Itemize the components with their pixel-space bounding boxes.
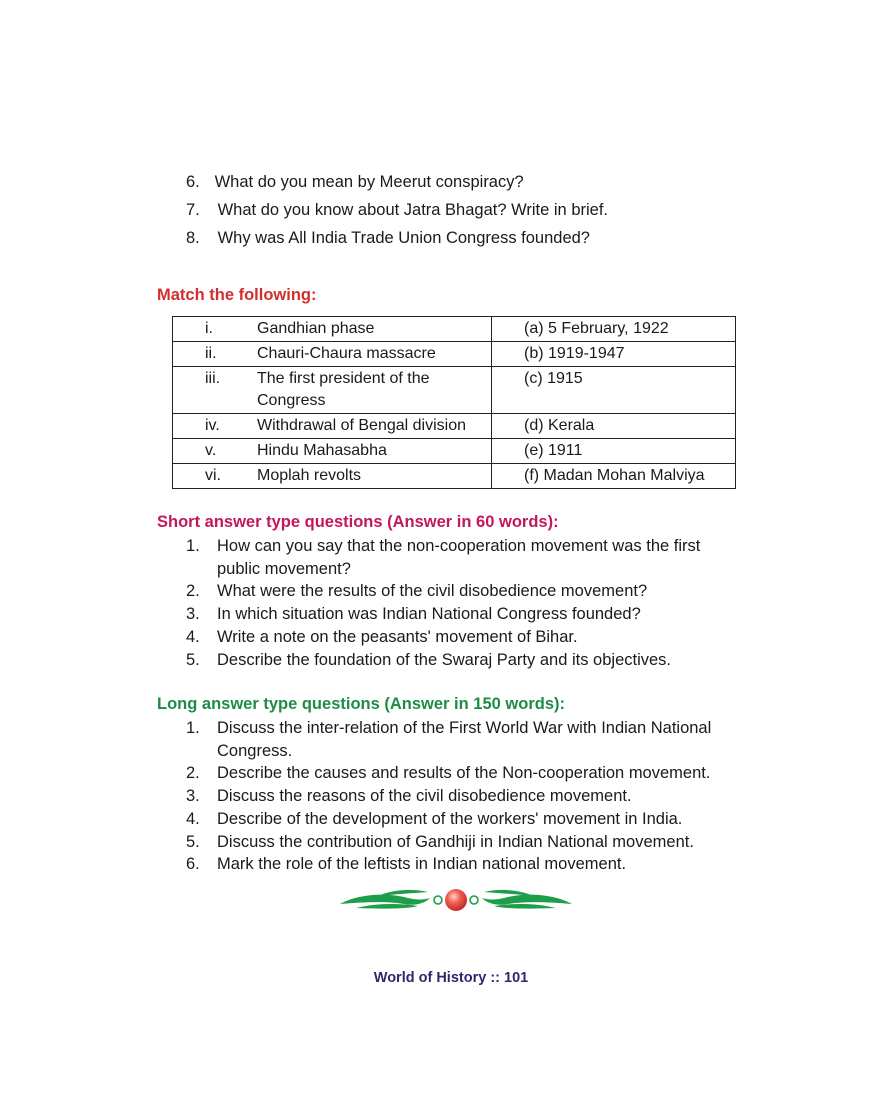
- item-text: Discuss the reasons of the civil disobedience movement.: [217, 787, 632, 806]
- roman-cell: vi.: [173, 464, 258, 489]
- item-number: 3.: [186, 605, 200, 624]
- item-number: 2.: [186, 582, 200, 601]
- top-question-list: [186, 171, 608, 255]
- right-cell: (e) 1911: [492, 439, 736, 464]
- item-number: 1.: [186, 719, 200, 737]
- question-number: 8.: [186, 229, 200, 247]
- item-text: Describe of the development of the workers' movement in India.: [217, 809, 683, 828]
- question-text: Why was All India Trade Union Congress founded?: [217, 229, 590, 247]
- item-text: Describe the foundation of the Swaraj Party and its objectives.: [217, 650, 671, 669]
- short-answer-heading: Short answer type questions (Answer in 60 words):: [157, 513, 559, 531]
- right-cell: (b) 1919-1947: [492, 342, 736, 367]
- left-cell: Moplah revolts: [257, 464, 492, 489]
- roman-cell: v.: [173, 439, 258, 464]
- left-cell: Chauri-Chaura massacre: [257, 342, 492, 367]
- table-row: [173, 317, 736, 342]
- question-text: What do you know about Jatra Bhagat? Write in brief.: [217, 201, 609, 219]
- item-number: 3.: [186, 787, 200, 806]
- list-item: [186, 649, 746, 672]
- table-row: [173, 342, 736, 367]
- left-cell: The first president of the Congress: [257, 367, 492, 414]
- right-cell: (d) Kerala: [492, 414, 736, 439]
- item-text: Discuss the inter-relation of the First World War with Indian National Congress.: [217, 719, 712, 760]
- item-text: In which situation was Indian National Congress founded?: [217, 605, 641, 624]
- question-item: [186, 171, 608, 199]
- page-footer: World of History :: 101: [373, 970, 529, 986]
- item-number: 4.: [186, 809, 200, 828]
- item-text: Discuss the contribution of Gandhiji in Indian National movement.: [217, 832, 694, 851]
- question-text: What do you mean by Meerut conspiracy?: [214, 173, 524, 191]
- list-item: [186, 762, 746, 785]
- match-table: [172, 316, 736, 489]
- list-item: [186, 580, 746, 603]
- short-answer-list: [186, 535, 746, 671]
- item-text: What were the results of the civil disobedience movement?: [217, 582, 648, 601]
- table-row: [173, 464, 736, 489]
- left-cell: Hindu Mahasabha: [257, 439, 492, 464]
- item-text: How can you say that the non-cooperation movement was the first public movement?: [217, 537, 701, 578]
- item-number: 2.: [186, 764, 200, 783]
- long-answer-list: [186, 717, 746, 876]
- list-item: [186, 535, 746, 580]
- left-cell: Withdrawal of Bengal division: [257, 414, 492, 439]
- question-number: 6.: [186, 173, 200, 191]
- question-item: [186, 227, 608, 255]
- roman-cell: i.: [173, 317, 258, 342]
- item-number: 6.: [186, 855, 200, 874]
- table-row: [173, 414, 736, 439]
- decorative-divider-icon: [338, 884, 574, 916]
- list-item: [186, 785, 746, 808]
- list-item: [186, 717, 746, 762]
- match-heading: Match the following:: [157, 286, 317, 304]
- item-number: 4.: [186, 627, 200, 646]
- item-number: 5.: [186, 832, 200, 851]
- item-text: Mark the role of the leftists in Indian national movement.: [217, 855, 627, 874]
- left-cell: Gandhian phase: [257, 317, 492, 342]
- roman-cell: iv.: [173, 414, 258, 439]
- question-number: 7.: [186, 201, 200, 219]
- right-cell: (a) 5 February, 1922: [492, 317, 736, 342]
- list-item: [186, 853, 746, 876]
- list-item: [186, 626, 746, 649]
- list-item: [186, 808, 746, 831]
- table-row: [173, 367, 736, 414]
- long-answer-heading: Long answer type questions (Answer in 150 words):: [157, 695, 565, 713]
- item-number: 5.: [186, 650, 200, 669]
- roman-cell: ii.: [173, 342, 258, 367]
- right-cell: (c) 1915: [492, 367, 736, 414]
- item-number: 1.: [186, 537, 200, 555]
- list-item: [186, 831, 746, 854]
- item-text: Describe the causes and results of the Non-cooperation movement.: [217, 764, 711, 783]
- list-item: [186, 603, 746, 626]
- right-cell: (f) Madan Mohan Malviya: [492, 464, 736, 489]
- table-row: [173, 439, 736, 464]
- item-text: Write a note on the peasants' movement of Bihar.: [217, 627, 578, 646]
- question-item: [186, 199, 608, 227]
- roman-cell: iii.: [173, 367, 258, 414]
